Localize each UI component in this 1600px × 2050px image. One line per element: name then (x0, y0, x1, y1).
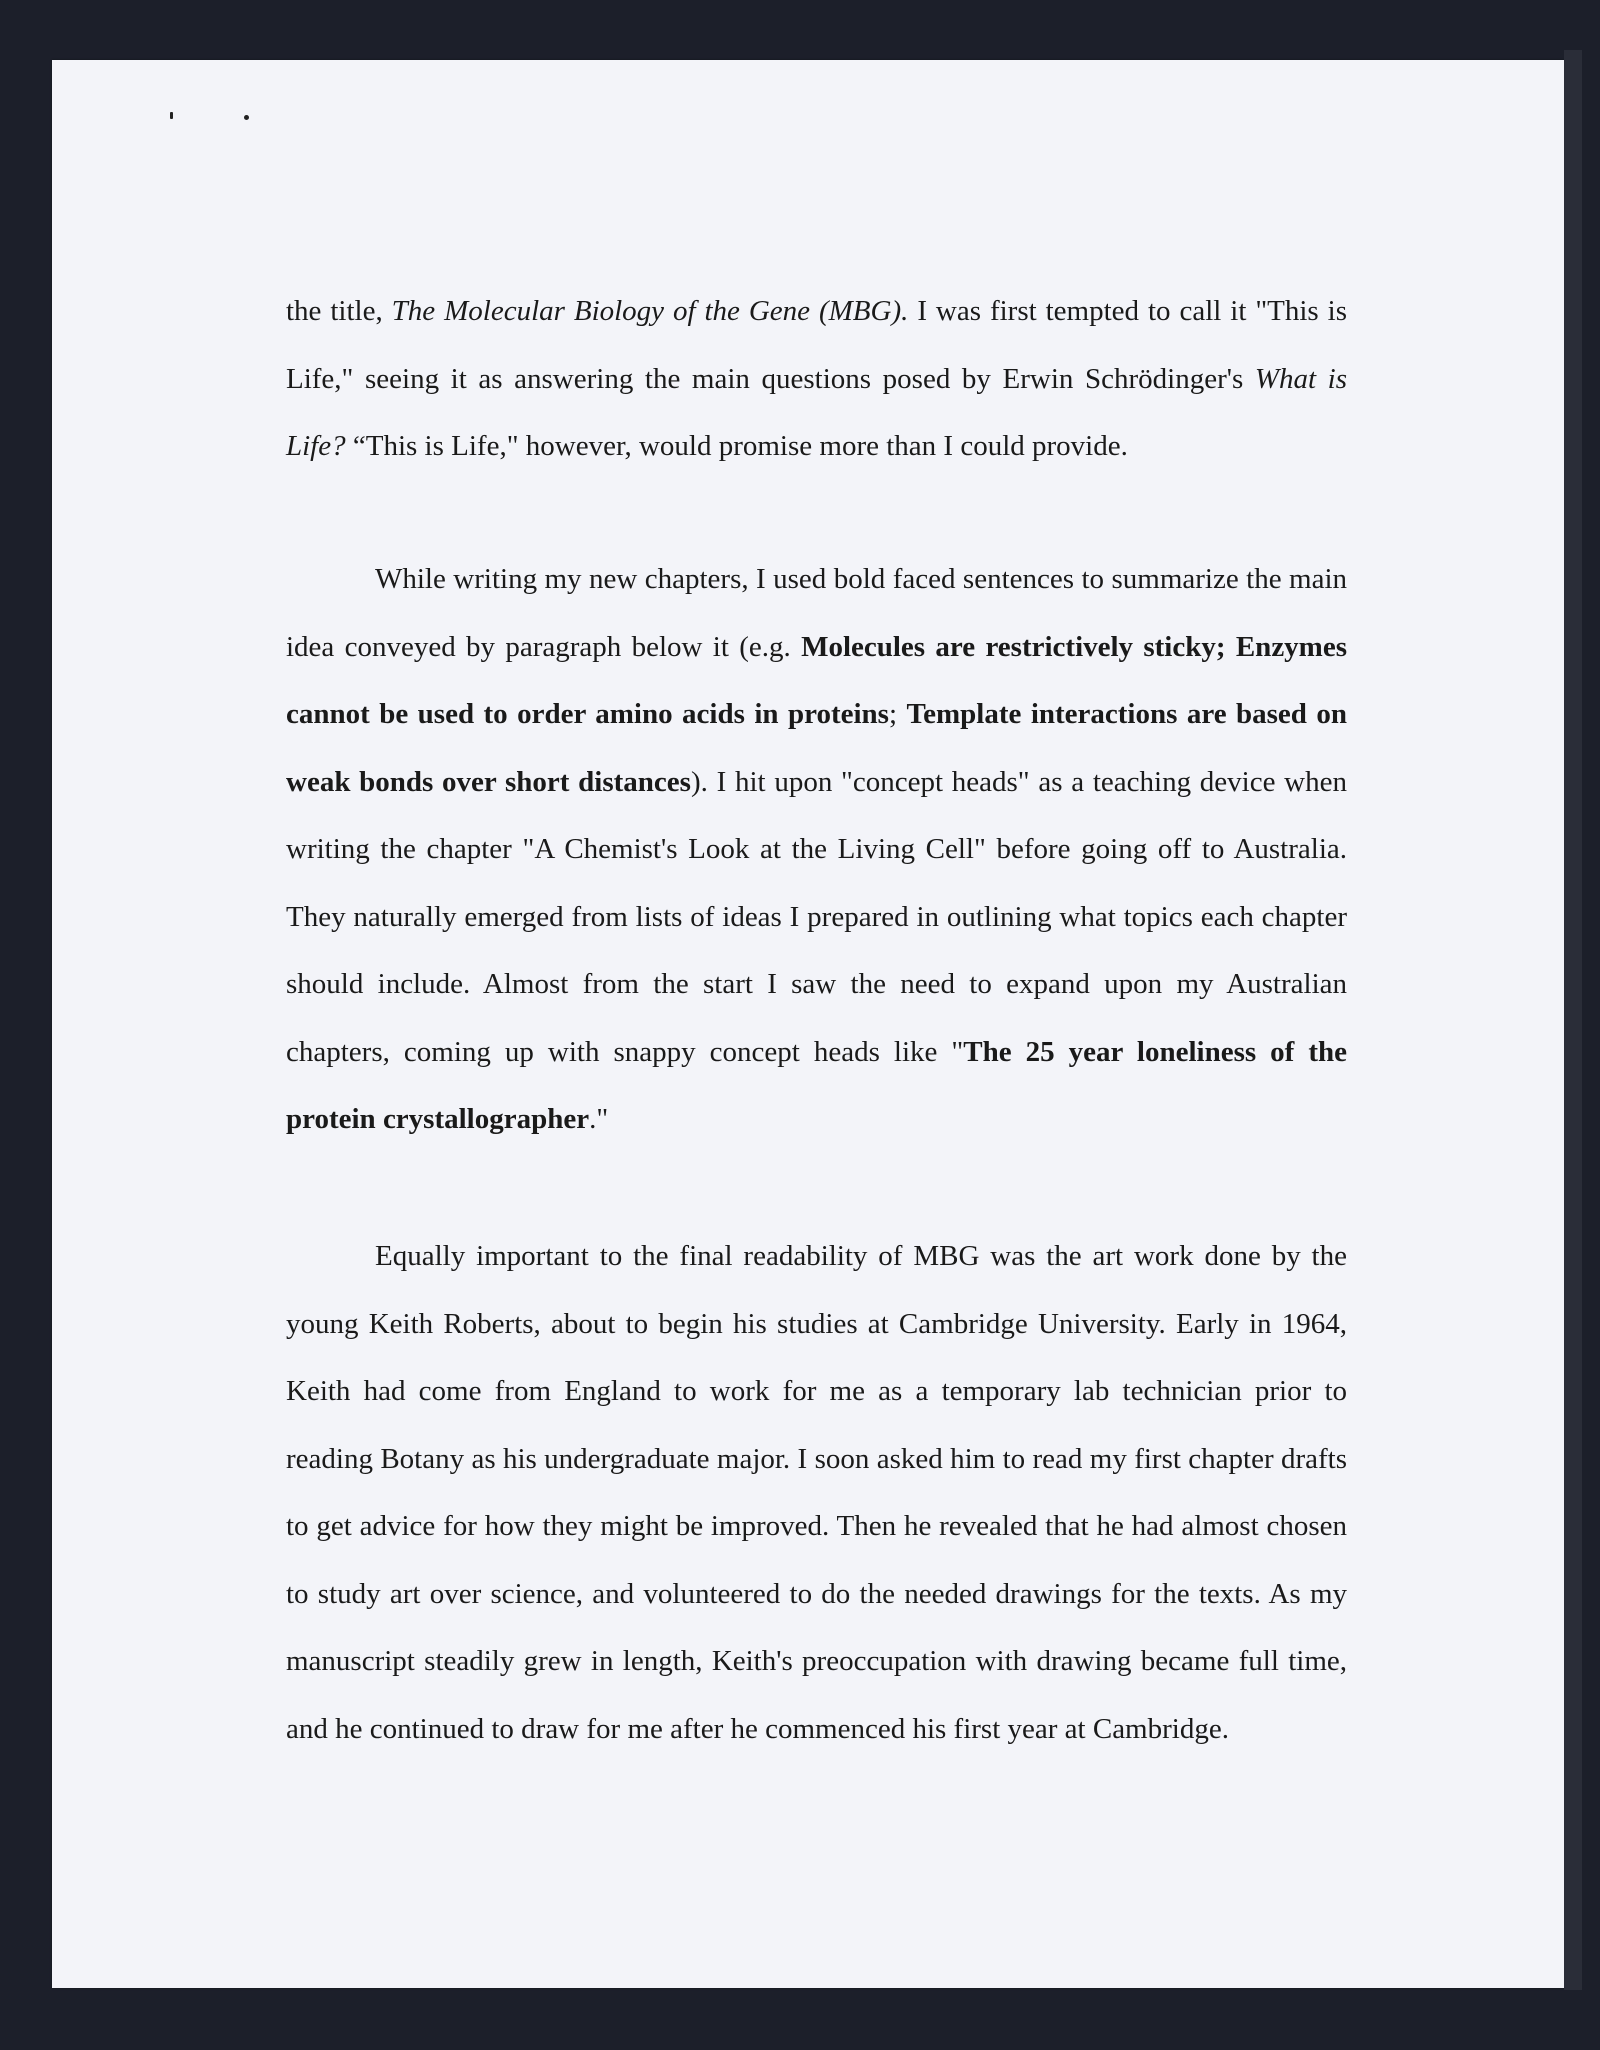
stray-mark (170, 112, 173, 119)
text-run: I was first tempted to call it "This is Life," seeing it as answering the main questions posed by Erwin Schrödinger's (286, 295, 1347, 395)
paragraph-2 (286, 546, 1347, 1154)
text-run: While writing my new chapters, I used bold faced sentences to summarize the main idea conveyed by paragraph below it (e.g. (286, 563, 1347, 663)
stray-mark (244, 115, 249, 120)
bold-concept-head: Template interactions are based on weak bonds over short distances (286, 698, 1347, 798)
bold-concept-head: The 25 year loneliness of the protein crystallographer (286, 1035, 1347, 1135)
text-run: “This is Life," however, would promise more than I could provide. (345, 430, 1128, 462)
text-run: Equally important to the final readability of MBG was the art work done by the young Keith Roberts, about to begin his studies at Cambridge University. Early in 1964, Keith had come from England to work for me as a temporary lab technician prior to reading Botany as his undergraduate major. I soon asked him to read my first chapter drafts to get advice for how they might be improved. Then he revealed that he had almost chosen to study art over science, and volunteered to do the needed drawings for the texts. As my manuscript steadily grew in length, Keith's preoccupation with drawing became full time, and he continued to draw for me after he commenced his first year at Cambridge. (286, 1240, 1347, 1745)
page-edge (1564, 50, 1582, 1990)
italic-title: What is Life? (286, 362, 1347, 462)
text-run: ; (888, 698, 907, 730)
italic-title: The Molecular Biology of the Gene (MBG). (391, 295, 909, 327)
paragraph-3 (286, 1223, 1347, 1763)
text-run: ). I hit upon "concept heads" as a teaching device when writing the chapter "A Chemist's Look at the Living Cell" before going off to Australia. They naturally emerged from lists of ideas I prepared in outlining what topics each chapter should include. Almost from the start I saw the need to expand upon my Australian chapters, coming up with snappy concept heads like " (286, 765, 1348, 1068)
bold-concept-head: Molecules are restrictively sticky; Enzymes cannot be used to order amino acids in proteins (286, 630, 1347, 730)
document-page (52, 60, 1567, 1988)
text-run: ." (589, 1103, 609, 1135)
text-run: the title, (286, 295, 392, 327)
paragraph-1 (286, 278, 1347, 481)
